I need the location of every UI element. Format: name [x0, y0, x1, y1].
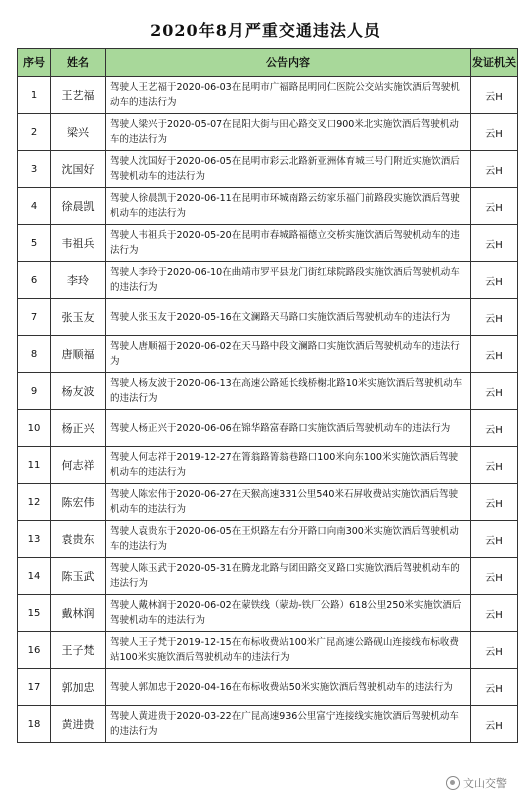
cell-no: 2 [18, 114, 51, 151]
cell-content: 驾驶人郭加忠于2020-04-16在布标收费站50米实施饮酒后驾驶机动车的违法行为 [106, 669, 471, 706]
cell-name: 袁贵东 [51, 521, 106, 558]
cell-content: 驾驶人王子梵于2019-12-15在布标收费站100米广昆高速公路砚山连接线布标收费站100米实施饮酒后驾驶机动车的违法行为 [106, 632, 471, 669]
cell-name: 沈国好 [51, 151, 106, 188]
cell-issuer: 云H [471, 706, 518, 743]
table-row [18, 77, 518, 114]
cell-issuer: 云H [471, 632, 518, 669]
cell-name: 戴林润 [51, 595, 106, 632]
cell-issuer: 云H [471, 151, 518, 188]
cell-issuer: 云H [471, 299, 518, 336]
cell-name: 徐晨凯 [51, 188, 106, 225]
table-row [18, 410, 518, 447]
table-row [18, 262, 518, 299]
cell-no: 3 [18, 151, 51, 188]
cell-name: 黄进贵 [51, 706, 106, 743]
cell-content: 驾驶人陈宏伟于2020-06-27在天猴高速331公里540米石屏收费站实施饮酒后驾驶机动车的违法行为 [106, 484, 471, 521]
cell-name: 李玲 [51, 262, 106, 299]
watermark-text: 文山交警 [463, 777, 507, 790]
header-content: 公告内容 [106, 49, 471, 77]
cell-content: 驾驶人韦祖兵于2020-05-20在昆明市春城路福德立交桥实施饮酒后驾驶机动车的违法行为 [106, 225, 471, 262]
table-row [18, 706, 518, 743]
cell-content: 驾驶人戴林润于2020-06-02在蒙铁线（蒙劫-铁厂公路）618公里250米实施饮酒后驾驶机动车的违法行为 [106, 595, 471, 632]
cell-no: 6 [18, 262, 51, 299]
cell-issuer: 云H [471, 114, 518, 151]
header-name: 姓名 [51, 49, 106, 77]
cell-no: 8 [18, 336, 51, 373]
cell-no: 17 [18, 669, 51, 706]
cell-no: 16 [18, 632, 51, 669]
table-row [18, 595, 518, 632]
cell-name: 郭加忠 [51, 669, 106, 706]
cell-issuer: 云H [471, 262, 518, 299]
table-row [18, 225, 518, 262]
header-issuer: 发证机关 [471, 49, 518, 77]
cell-no: 13 [18, 521, 51, 558]
cell-content: 驾驶人何志祥于2019-12-27在箐翁路箐翁巷路口100米向东100米实施饮酒后驾驶机动车的违法行为 [106, 447, 471, 484]
cell-content: 驾驶人唐顺福于2020-06-02在天马路中段文澜路口实施饮酒后驾驶机动车的违法行为 [106, 336, 471, 373]
cell-no: 1 [18, 77, 51, 114]
cell-issuer: 云H [471, 447, 518, 484]
cell-no: 9 [18, 373, 51, 410]
cell-name: 陈玉武 [51, 558, 106, 595]
cell-content: 驾驶人陈玉武于2020-05-31在腾龙北路与团田路交叉路口实施饮酒后驾驶机动车的违法行为 [106, 558, 471, 595]
cell-no: 5 [18, 225, 51, 262]
table-row [18, 299, 518, 336]
table-row [18, 114, 518, 151]
cell-no: 11 [18, 447, 51, 484]
cell-no: 10 [18, 410, 51, 447]
cell-issuer: 云H [471, 669, 518, 706]
cell-issuer: 云H [471, 558, 518, 595]
cell-issuer: 云H [471, 373, 518, 410]
cell-name: 何志祥 [51, 447, 106, 484]
table-row [18, 484, 518, 521]
cell-name: 张玉友 [51, 299, 106, 336]
cell-content: 驾驶人杨正兴于2020-06-06在锦华路富春路口实施饮酒后驾驶机动车的违法行为 [106, 410, 471, 447]
cell-name: 杨正兴 [51, 410, 106, 447]
table-row [18, 151, 518, 188]
cell-content: 驾驶人杨友波于2020-06-13在高速公路延长线桥榭北路10米实施饮酒后驾驶机动车的违法行为 [106, 373, 471, 410]
cell-no: 18 [18, 706, 51, 743]
cell-name: 杨友波 [51, 373, 106, 410]
wechat-icon [446, 776, 460, 790]
cell-name: 王艺福 [51, 77, 106, 114]
violators-table [17, 48, 518, 743]
cell-content: 驾驶人沈国好于2020-06-05在昆明市彩云北路新亚洲体育城三号门附近实施饮酒后驾驶机动车的违法行为 [106, 151, 471, 188]
cell-issuer: 云H [471, 595, 518, 632]
table-row [18, 669, 518, 706]
cell-name: 韦祖兵 [51, 225, 106, 262]
cell-content: 驾驶人梁兴于2020-05-07在昆阳大街与田心路交叉口900米北实施饮酒后驾驶机动车的违法行为 [106, 114, 471, 151]
cell-content: 驾驶人袁贵东于2020-06-05在王炽路左右分开路口向南300米实施饮酒后驾驶机动车的违法行为 [106, 521, 471, 558]
cell-issuer: 云H [471, 188, 518, 225]
cell-name: 王子梵 [51, 632, 106, 669]
table-row [18, 558, 518, 595]
table-row [18, 373, 518, 410]
cell-content: 驾驶人张玉友于2020-05-16在文澜路天马路口实施饮酒后驾驶机动车的违法行为 [106, 299, 471, 336]
table-row [18, 447, 518, 484]
watermark [446, 775, 507, 791]
table-row [18, 188, 518, 225]
cell-no: 15 [18, 595, 51, 632]
cell-issuer: 云H [471, 336, 518, 373]
cell-issuer: 云H [471, 410, 518, 447]
table-row [18, 521, 518, 558]
page-title: 2020年8月严重交通违法人员 [150, 21, 381, 40]
cell-name: 陈宏伟 [51, 484, 106, 521]
table-row [18, 632, 518, 669]
cell-issuer: 云H [471, 225, 518, 262]
cell-no: 12 [18, 484, 51, 521]
cell-content: 驾驶人李玲于2020-06-10在曲靖市罗平县龙门街红球院路段实施饮酒后驾驶机动车的违法行为 [106, 262, 471, 299]
table-header-row [18, 49, 518, 77]
cell-no: 7 [18, 299, 51, 336]
header-no: 序号 [18, 49, 51, 77]
cell-content: 驾驶人徐晨凯于2020-06-11在昆明市环城南路云纺家乐福门前路段实施饮酒后驾驶机动车的违法行为 [106, 188, 471, 225]
table-body [18, 77, 518, 743]
cell-no: 14 [18, 558, 51, 595]
cell-no: 4 [18, 188, 51, 225]
cell-content: 驾驶人王艺福于2020-06-03在昆明市广福路昆明同仁医院公交站实施饮酒后驾驶机动车的违法行为 [106, 77, 471, 114]
cell-name: 唐顺福 [51, 336, 106, 373]
table-row [18, 336, 518, 373]
cell-issuer: 云H [471, 77, 518, 114]
cell-content: 驾驶人黄进贵于2020-03-22在广昆高速936公里富宁连接线实施饮酒后驾驶机动车的违法行为 [106, 706, 471, 743]
cell-issuer: 云H [471, 521, 518, 558]
cell-issuer: 云H [471, 484, 518, 521]
cell-name: 梁兴 [51, 114, 106, 151]
